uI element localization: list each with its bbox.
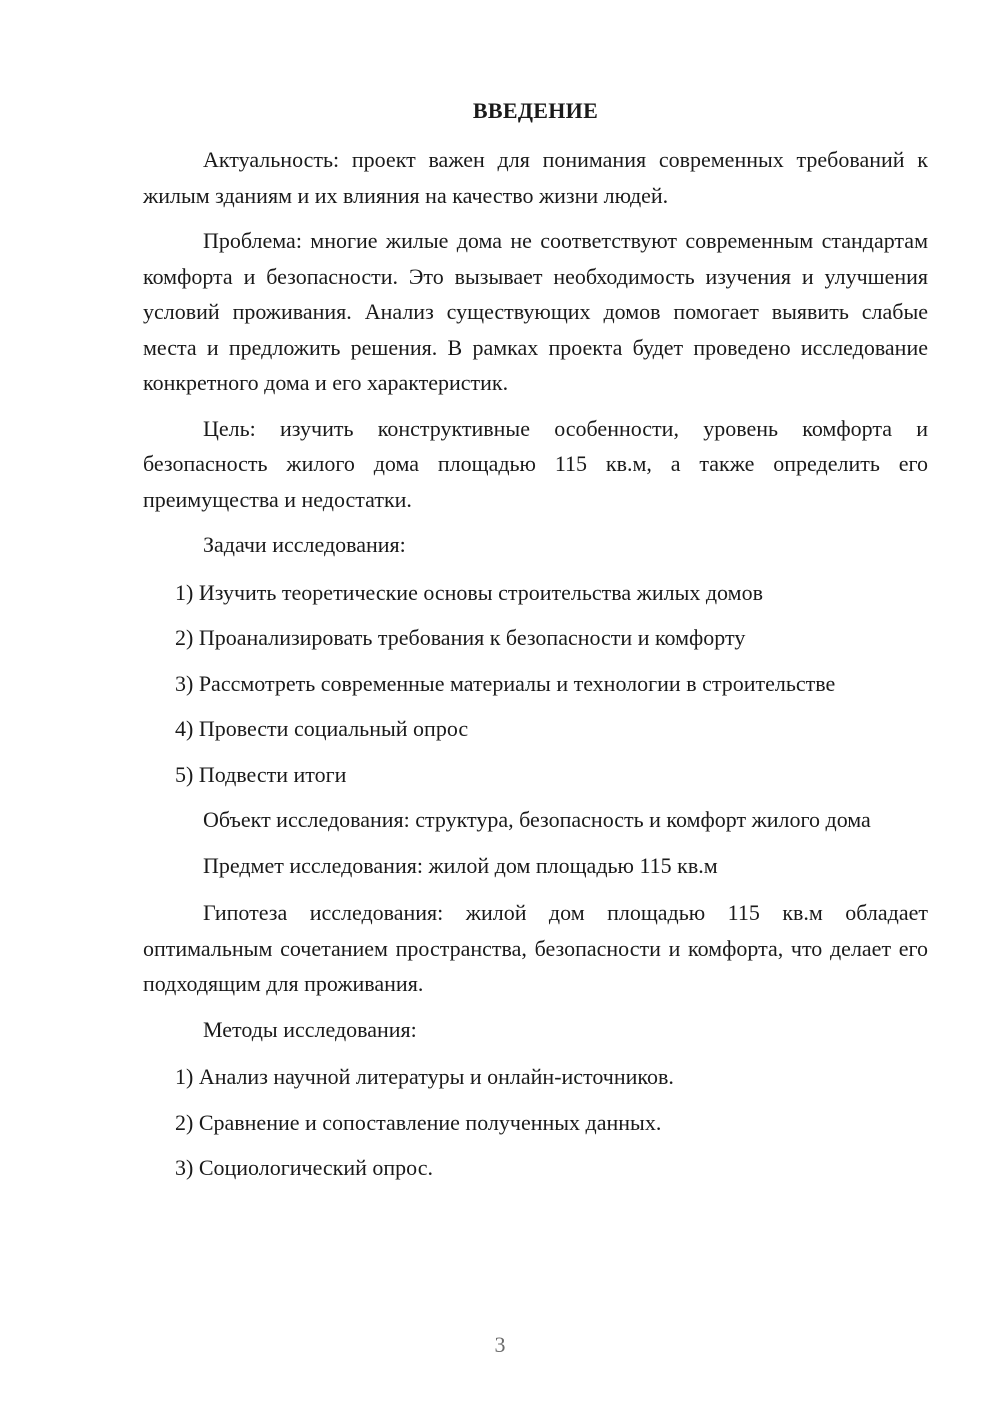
hypothesis-paragraph: Гипотеза исследования: жилой дом площадью 115 кв.м обладает оптимальным сочетанием пространства, безопасности и комфорта, что делает его подходящим для проживания. bbox=[143, 900, 928, 996]
list-item: 2) Сравнение и сопоставление полученных данных. bbox=[175, 1109, 662, 1135]
problem-paragraph: Проблема: многие жилые дома не соответствуют современным стандартам комфорта и безопасности. Это вызывает необходимость изучения и улучшения условий проживания. Анализ существующих домов помогает выявить слабые места и предложить решения. В рамках проекта будет проведено исследование конкретного дома и его характеристик. bbox=[143, 228, 928, 395]
list-item: 3) Социологический опрос. bbox=[175, 1155, 433, 1180]
list-item: 1) Изучить теоретические основы строительства жилых домов bbox=[175, 579, 763, 605]
goal-paragraph: Цель: изучить конструктивные особенности, уровень комфорта и безопасность жилого дома площадью 115 кв.м, а также определить его преимущества и недостатки. bbox=[143, 415, 928, 512]
list-item: 4) Провести социальный опрос bbox=[175, 716, 469, 741]
tasks-list bbox=[143, 575, 928, 793]
methods-heading: Методы исследования: bbox=[203, 1016, 417, 1042]
document-page bbox=[143, 96, 928, 1196]
subject-paragraph: Предмет исследования: жилой дом площадью 115 кв.м bbox=[203, 852, 718, 878]
list-item: 3) Рассмотреть современные материалы и технологии в строительстве bbox=[175, 670, 836, 696]
list-item: 2) Проанализировать требования к безопасности и комфорту bbox=[175, 625, 746, 650]
section-title: ВВЕДЕНИЕ bbox=[472, 98, 599, 123]
list-item: 1) Анализ научной литературы и онлайн-источников. bbox=[175, 1064, 674, 1089]
tasks-heading: Задачи исследования: bbox=[203, 532, 406, 557]
object-paragraph: Объект исследования: структура, безопасность и комфорт жилого дома bbox=[203, 807, 871, 832]
list-item: 5) Подвести итоги bbox=[175, 761, 347, 787]
methods-list bbox=[143, 1059, 928, 1186]
relevance-paragraph: Актуальность: проект важен для понимания современных требований к жилым зданиям и их влияния на качество жизни людей. bbox=[143, 147, 928, 208]
page-number: 3 bbox=[494, 1332, 506, 1357]
